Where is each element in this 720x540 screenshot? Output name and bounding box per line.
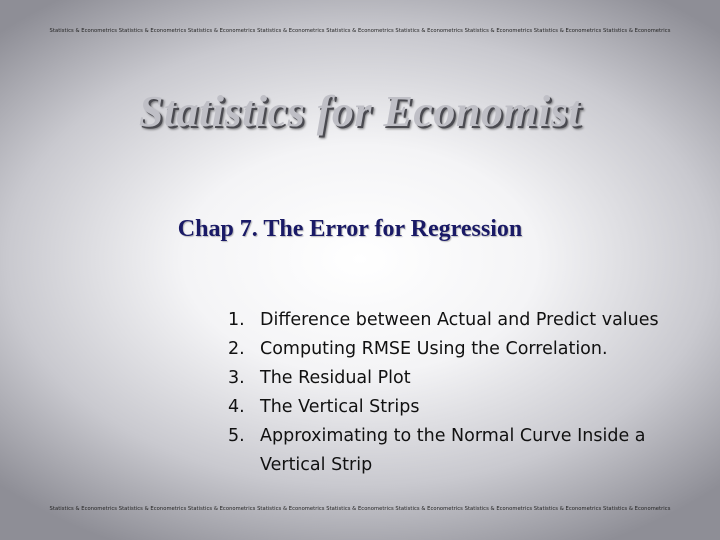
topic-list [228, 306, 708, 480]
topic-item [228, 422, 708, 480]
topic-text: The Residual Plot [260, 368, 411, 388]
topic-item [228, 364, 708, 393]
topic-item [228, 306, 708, 335]
slide-title: Statistics for Economist [138, 87, 582, 136]
topic-number: 4. [228, 397, 245, 417]
topic-text: Computing RMSE Using the Correlation. [260, 339, 608, 359]
topic-number: 1. [228, 310, 245, 330]
topic-text: Approximating to the Normal Curve Inside a [260, 426, 646, 446]
chapter-subtitle: Chap 7. The Error for Regression [177, 216, 523, 242]
topic-text-continued: Vertical Strip [260, 455, 373, 475]
topic-item [228, 335, 708, 364]
topic-number: 2. [228, 339, 245, 359]
topic-text: Difference between Actual and Predict values [260, 310, 659, 330]
topic-number: 3. [228, 368, 245, 388]
footer-ticker: Statistics & Econometrics Statistics & Econometrics Statistics & Econometrics Statistics & Econometrics Statistics & Econometrics Statistics & Econometrics Statistics & Econometrics Statistics & Econometrics Statistics & Econometrics [49, 506, 671, 512]
topic-number: 5. [228, 426, 245, 446]
topic-text: The Vertical Strips [260, 397, 420, 417]
topic-item [228, 393, 708, 422]
header-ticker: Statistics & Econometrics Statistics & Econometrics Statistics & Econometrics Statistics & Econometrics Statistics & Econometrics Statistics & Econometrics Statistics & Econometrics Statistics & Econometrics Statistics & Econometrics [49, 28, 671, 34]
